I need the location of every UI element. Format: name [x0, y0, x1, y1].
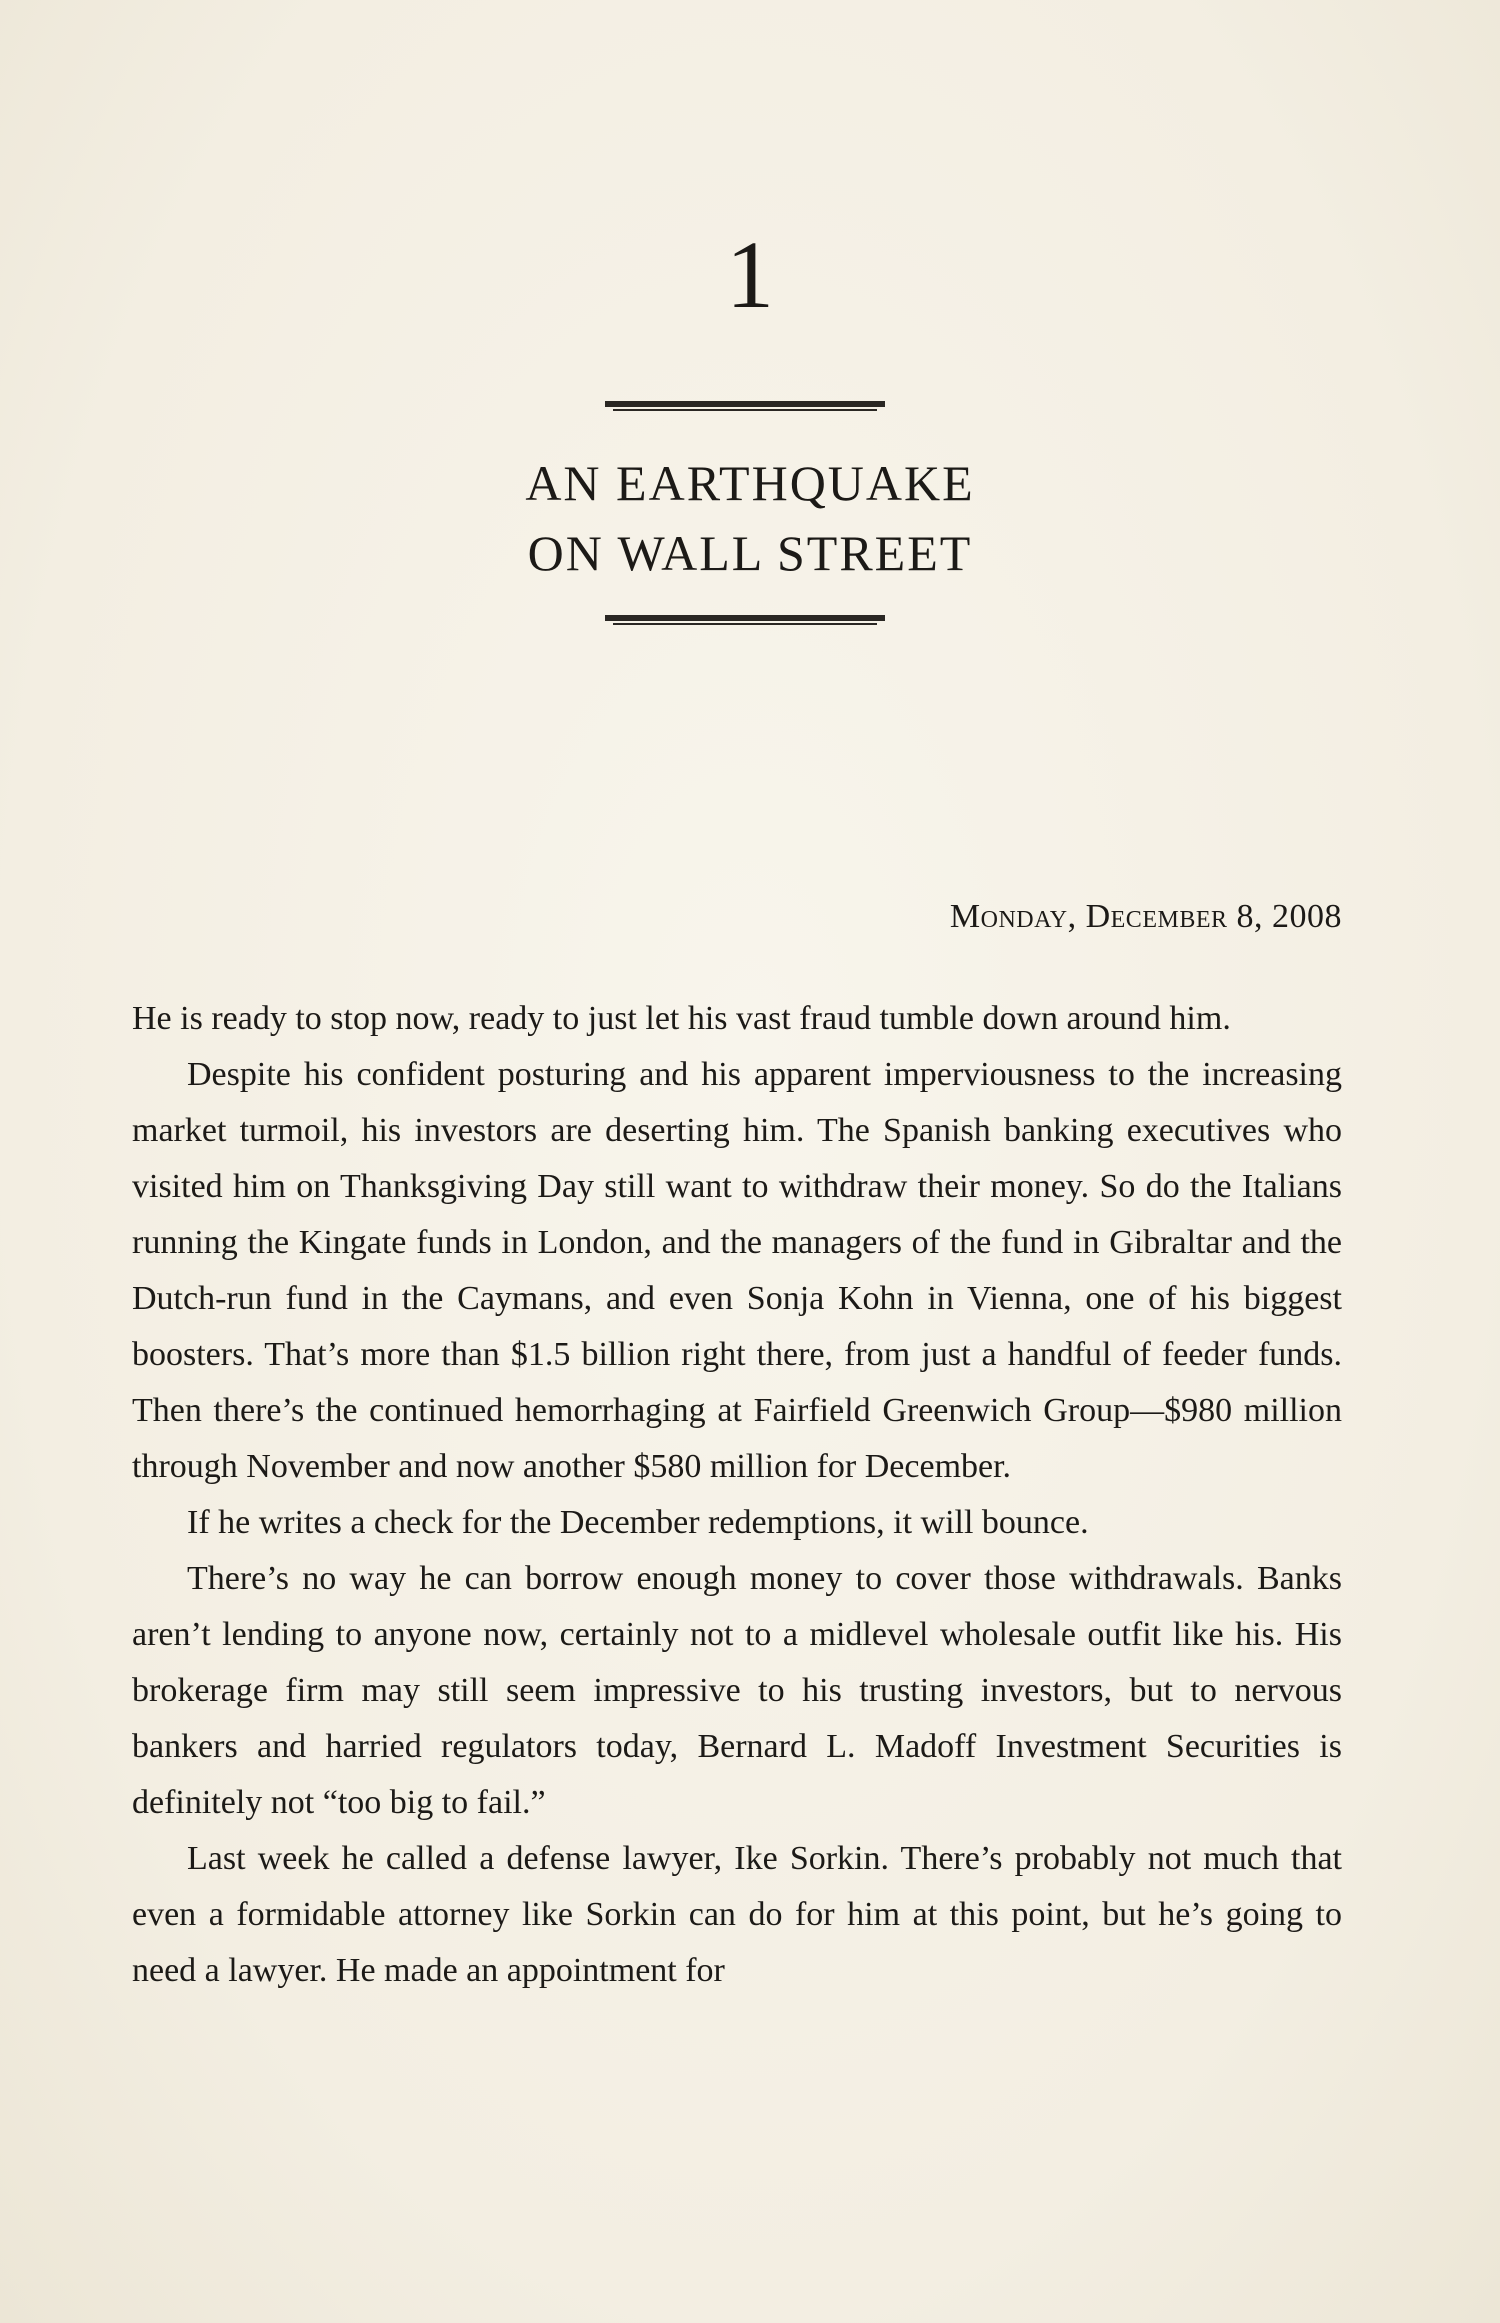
paragraph: If he writes a check for the December redemptions, it will bounce. — [187, 1504, 1089, 1541]
dateline: Monday, December 8, 2008 — [949, 898, 1342, 935]
paragraph: He is ready to stop now, ready to just let his vast fraud tumble down around him. — [132, 1000, 1231, 1037]
title-rule-bottom — [605, 612, 885, 626]
paragraph: There’s no way he can borrow enough money to cover those withdrawals. Banks aren’t lending to anyone now, certainly not to a midlevel wholesale outfit like his. His brokerage firm may still seem impressive to his trusting investors, but to nervous bankers and harried regulators today, Bernard L. Madoff Investment Securities is definitely not “too big to fail.” — [132, 1560, 1342, 1821]
chapter-title — [0, 448, 1500, 588]
paragraph: Last week he called a defense lawyer, Ike Sorkin. There’s probably not much that even a formidable attorney like Sorkin can do for him at this point, but he’s going to need a lawyer. He made an appointment for — [132, 1840, 1342, 1989]
body-text — [132, 991, 1342, 1999]
paragraph: Despite his confident posturing and his apparent imperviousness to the increasing market turmoil, his investors are deserting him. The Spanish banking executives who visited him on Thanksgiving Day still want to withdraw their money. So do the Italians running the Kingate funds in London, and the managers of the fund in Gibraltar and the Dutch-run fund in the Caymans, and even Sonja Kohn in Vienna, one of his biggest boosters. That’s more than $1.5 billion right there, from just a handful of feeder funds. Then there’s the continued hemorrhaging at Fairfield Greenwich Group—$980 million through November and now another $580 million for December. — [132, 1056, 1342, 1485]
chapter-title-line-2: ON WALL STREET — [527, 525, 973, 581]
title-rule-top — [605, 398, 885, 412]
chapter-number: 1 — [726, 221, 774, 328]
chapter-title-line-1: AN EARTHQUAKE — [525, 455, 975, 511]
